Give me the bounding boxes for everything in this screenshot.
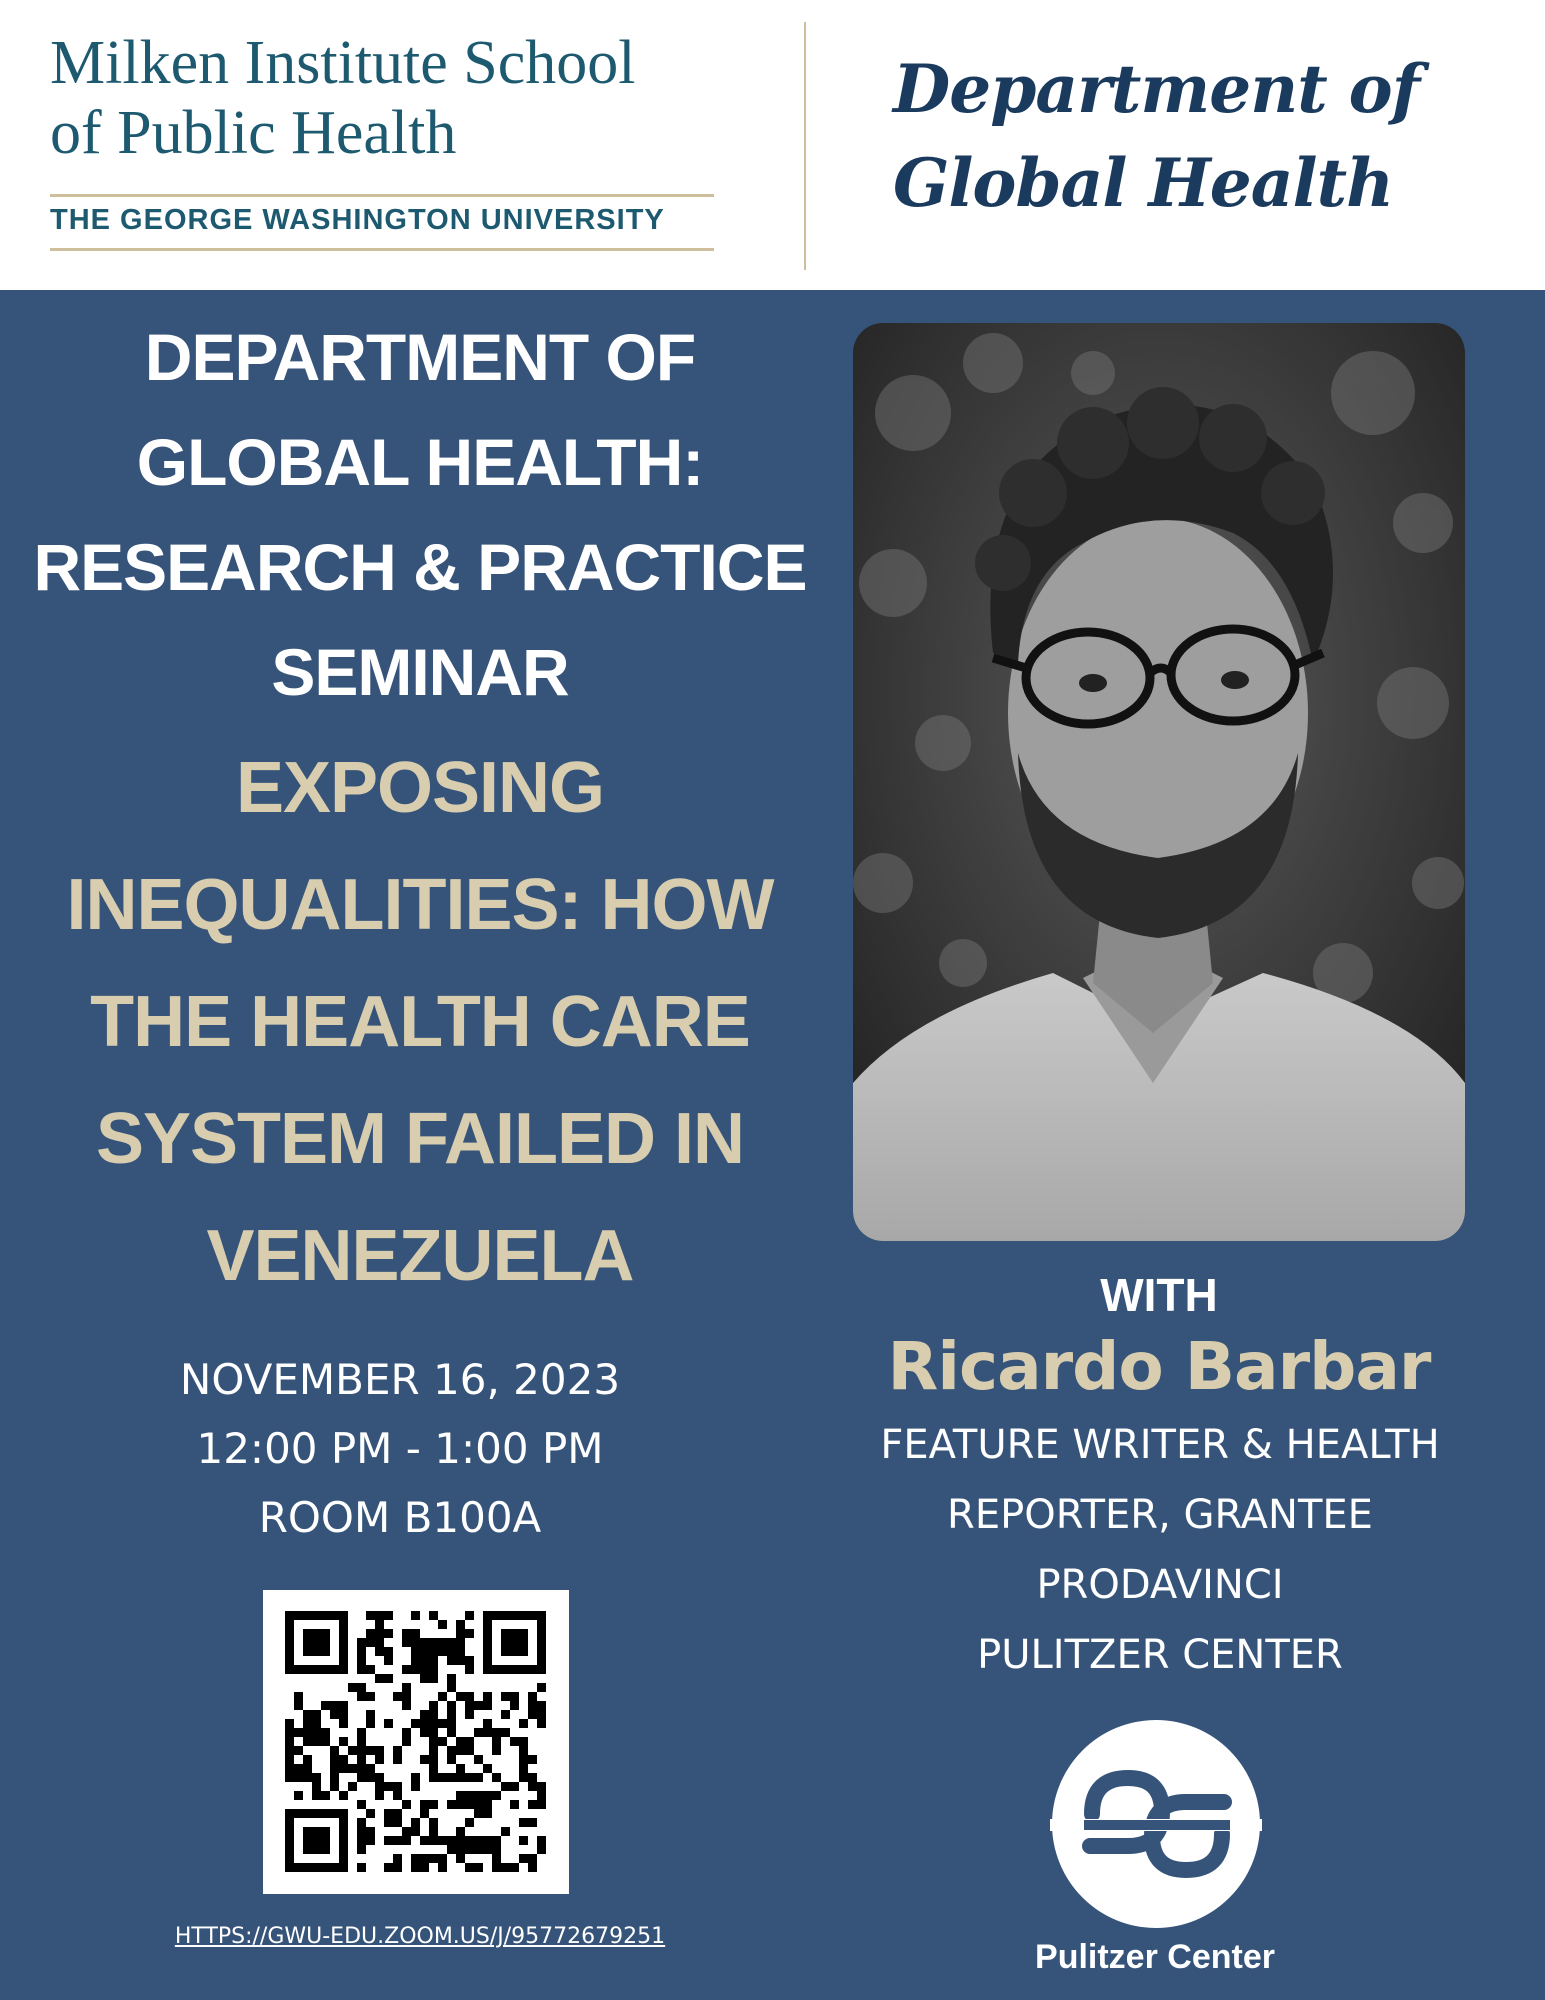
seminar-title-line: SEMINAR	[271, 635, 569, 709]
speaker-bio-line: REPORTER, GRANTEE	[947, 1492, 1373, 1538]
speaker-bio-line: PULITZER CENTER	[977, 1632, 1343, 1678]
qr-code-icon[interactable]	[263, 1590, 569, 1894]
pulitzer-logo-graphic	[1050, 1718, 1262, 1930]
speaker-bio-line: PRODAVINCI	[1036, 1562, 1284, 1608]
event-details	[20, 1345, 780, 1552]
speaker-bio-line: FEATURE WRITER & HEALTH	[880, 1422, 1440, 1468]
header-banner	[0, 0, 1545, 290]
qr-code-graphic	[263, 1590, 569, 1894]
talk-title	[20, 730, 820, 1315]
divider-rule	[50, 248, 714, 251]
department-line-2: Global Health	[893, 144, 1394, 222]
event-date: NOVEMBER 16, 2023	[179, 1355, 621, 1404]
header-divider	[804, 22, 806, 270]
school-name	[50, 28, 730, 168]
with-label: WITH	[1100, 1269, 1218, 1321]
talk-title-line: THE HEALTH CARE	[90, 982, 750, 1062]
seminar-title-line: GLOBAL HEALTH:	[136, 425, 704, 499]
divider-rule	[50, 194, 714, 197]
talk-title-line: SYSTEM FAILED IN	[95, 1099, 745, 1179]
talk-title-line: VENEZUELA	[206, 1216, 634, 1296]
department-line-1: Department of	[893, 50, 1420, 128]
talk-title-line: EXPOSING	[235, 748, 605, 828]
pulitzer-center-label: Pulitzer Center	[1035, 1938, 1275, 1976]
seminar-title-line: DEPARTMENT OF	[144, 320, 696, 394]
talk-title-line: INEQUALITIES: HOW	[66, 865, 774, 945]
speaker-photo	[853, 323, 1465, 1241]
university-name: THE GEORGE WASHINGTON UNIVERSITY	[50, 204, 665, 236]
event-room: ROOM B100A	[258, 1493, 542, 1542]
school-name-line-1: Milken Institute School	[50, 29, 636, 97]
speaker-name: Ricardo Barbar	[887, 1328, 1431, 1405]
event-time: 12:00 PM - 1:00 PM	[196, 1424, 604, 1473]
zoom-link[interactable]: HTTPS://GWU-EDU.ZOOM.US/J/95772679251	[174, 1924, 666, 1949]
pulitzer-center-logo-icon	[1050, 1718, 1262, 1930]
seminar-title-line: RESEARCH & PRACTICE	[33, 530, 807, 604]
speaker-bio	[820, 1410, 1500, 1690]
school-name-line-2: of Public Health	[50, 99, 457, 167]
department-logo	[893, 42, 1453, 230]
seminar-title	[20, 305, 820, 725]
speaker-portrait-image	[853, 323, 1465, 1241]
